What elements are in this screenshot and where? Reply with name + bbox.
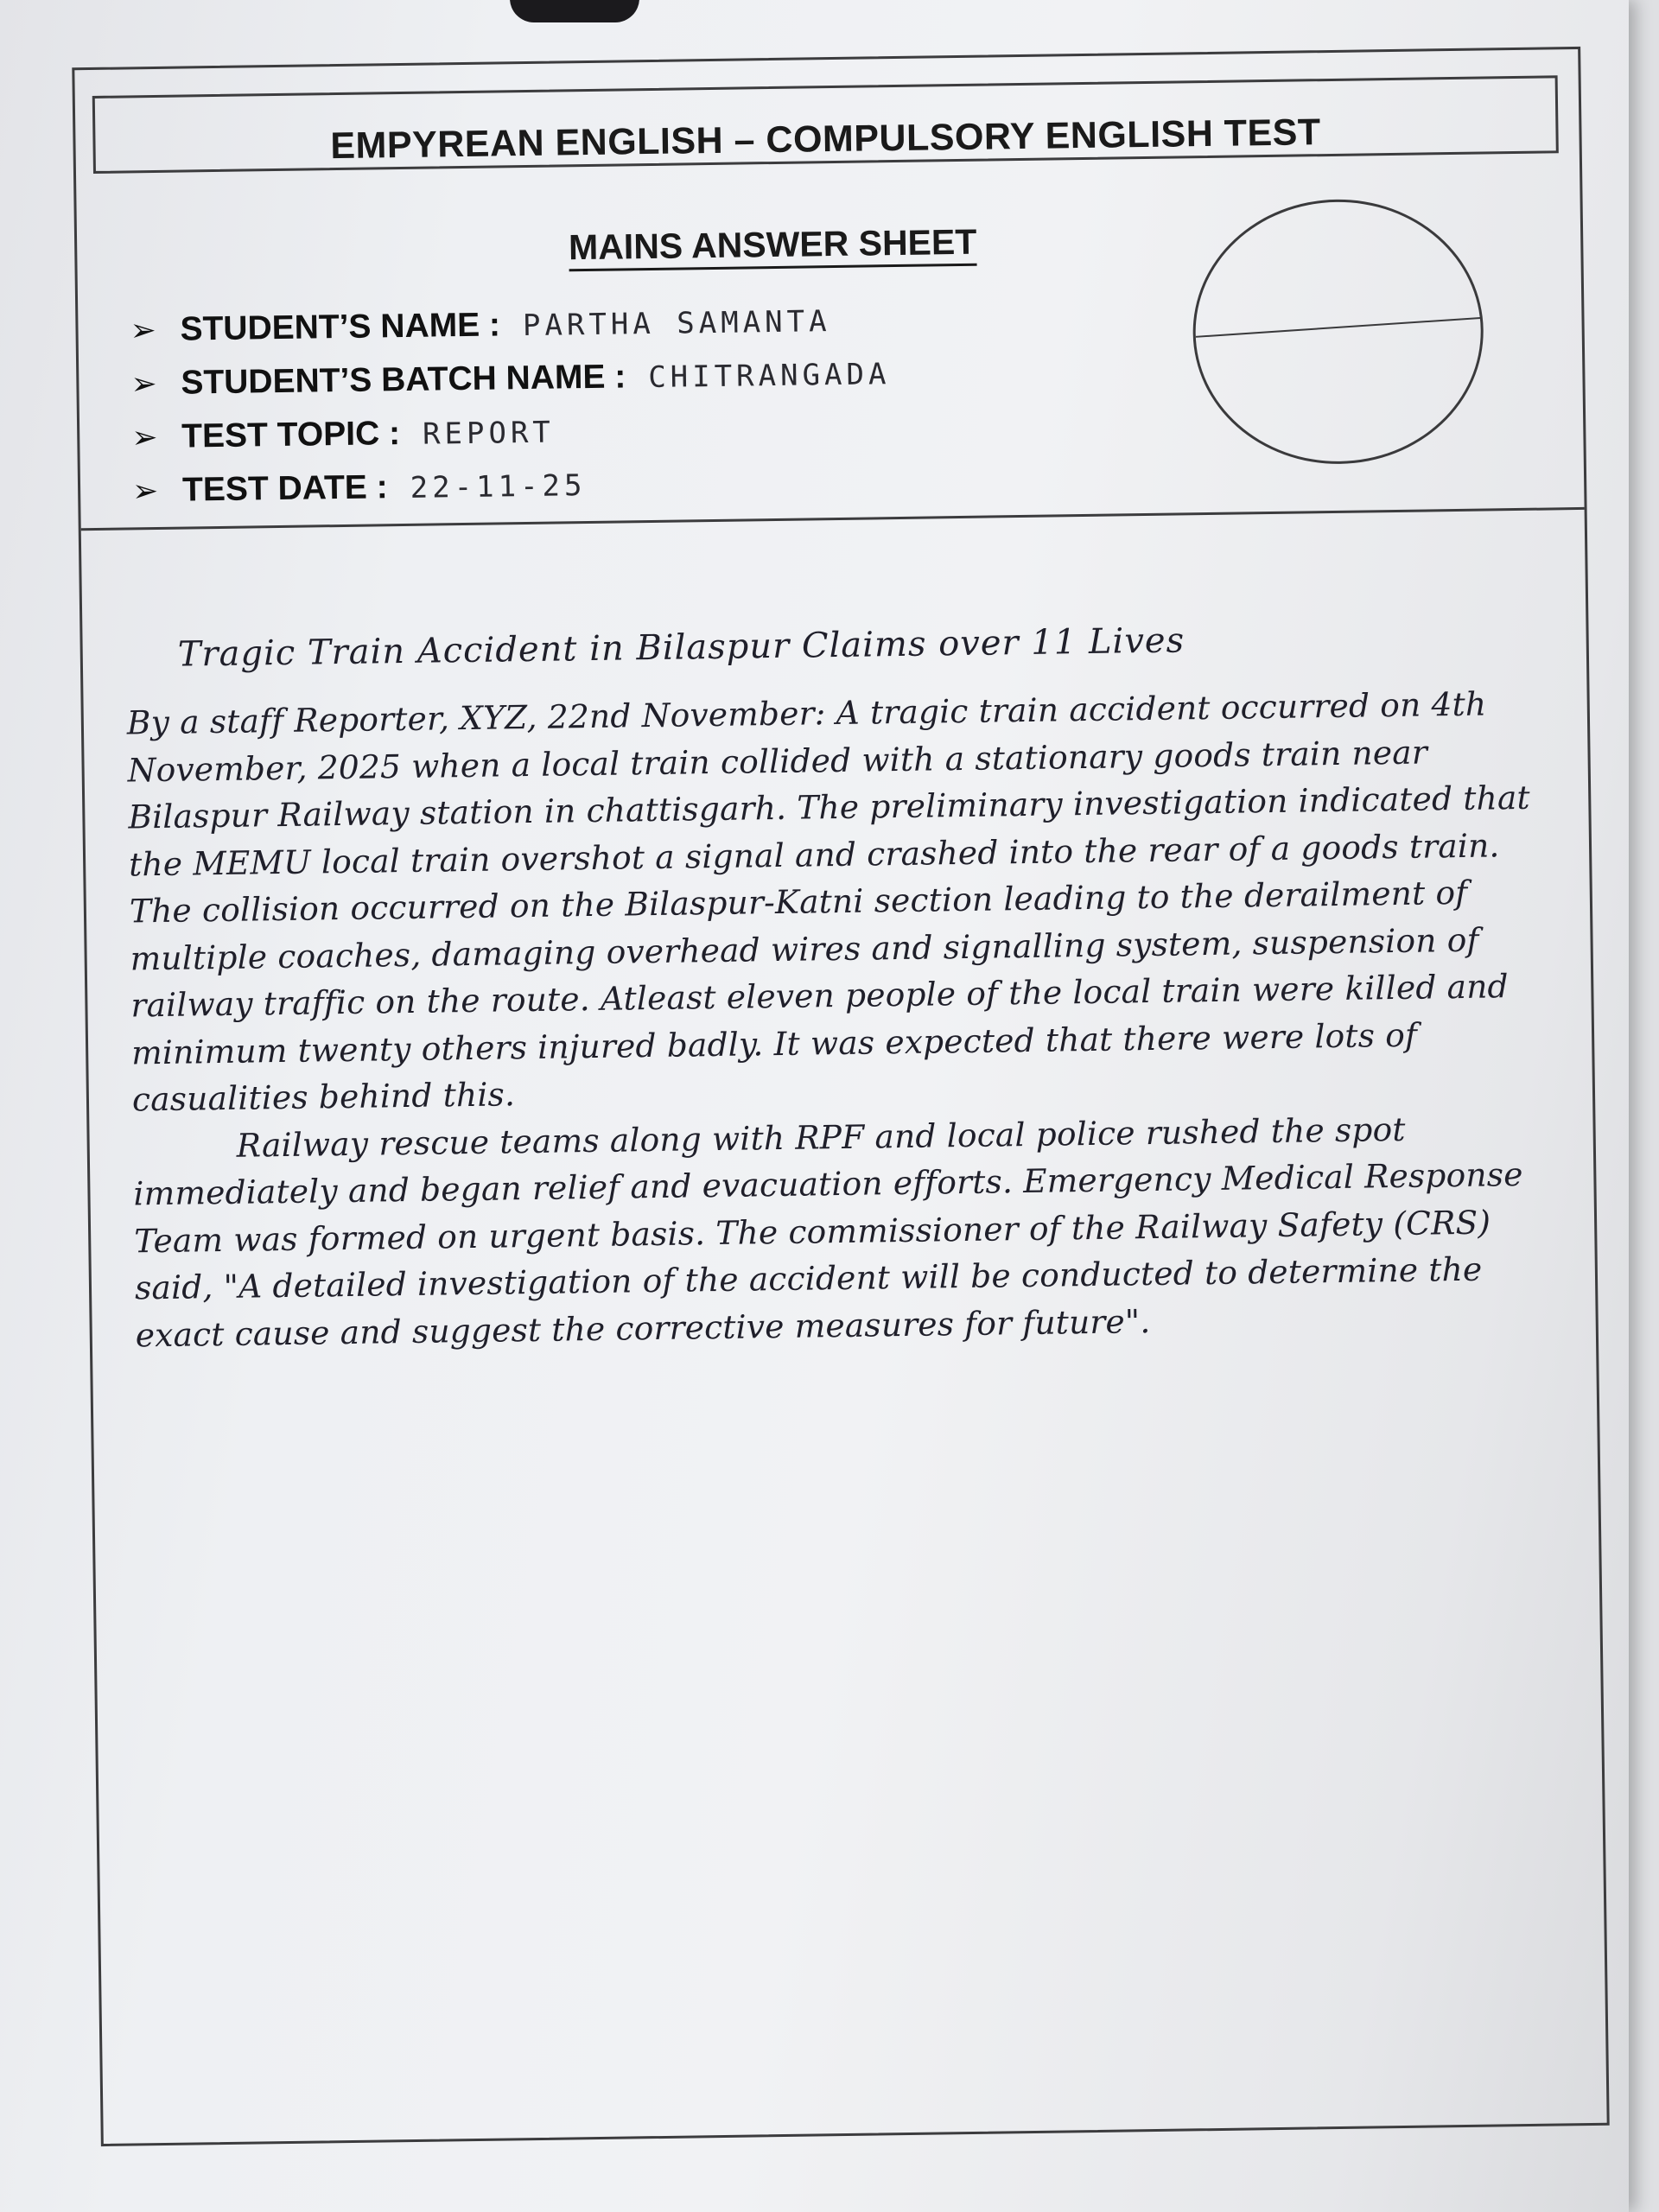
exam-title: EMPYREAN ENGLISH – COMPULSORY ENGLISH TEST (330, 111, 1321, 167)
arrow-bullet-icon: ➢ (130, 365, 157, 403)
marks-circle (1192, 198, 1485, 467)
field-value: REPORT (422, 415, 556, 452)
sheet-title: MAINS ANSWER SHEET (569, 222, 977, 272)
report-paragraph: By a staff Reporter, XYZ, 22nd November: A tragic train accident occurred on 4th November, 2025 when a local train collided with a stationary goods train near Bilaspur Railway station in chattisgarh. The preliminary investigation indicated that the MEMU local train overshot a signal and crashed into the rear of a goods train. The collision occurred on the Bilaspur-Katni section leading to the derailment of multiple coaches, damaging overhead wires and signalling system, suspension of railway traffic on the route. Atleast eleven people of the local train were killed and minimum twenty others injured badly. It was expected that there were lots of casualities behind this. (126, 684, 1531, 1119)
report-headline: Tragic Train Accident in Bilaspur Claims over 11 Lives (177, 620, 1185, 675)
arrow-bullet-icon: ➢ (130, 419, 158, 456)
student-fields (130, 297, 1169, 526)
field-value: 22-11-25 (410, 468, 587, 505)
field-label: TEST DATE : (181, 468, 389, 509)
answer-body (125, 616, 1553, 1359)
marks-circle-divider (1196, 317, 1480, 338)
field-label: TEST TOPIC : (181, 415, 401, 455)
report-paragraph: Railway rescue teams along with RPF and local police rushed the spot immediately and began relief and evacuation efforts. Emergency Medical Response Team was formed on urgent basis. The commissioner of the Railway Safety (CRS) said, "A detailed investigation of the accident will be conducted to determine the exact cause and suggest the corrective measures for future". (133, 1109, 1523, 1354)
header-bar (92, 75, 1559, 174)
field-label: STUDENT’S BATCH NAME : (181, 358, 626, 402)
field-value: CHITRANGADA (648, 357, 891, 396)
answer-sheet-frame (72, 47, 1609, 2146)
arrow-bullet-icon: ➢ (130, 312, 157, 349)
field-value: PARTHA SAMANTA (522, 304, 831, 344)
field-label: STUDENT’S NAME : (180, 306, 501, 348)
clip-shadow (510, 0, 639, 22)
arrow-bullet-icon: ➢ (131, 473, 159, 510)
